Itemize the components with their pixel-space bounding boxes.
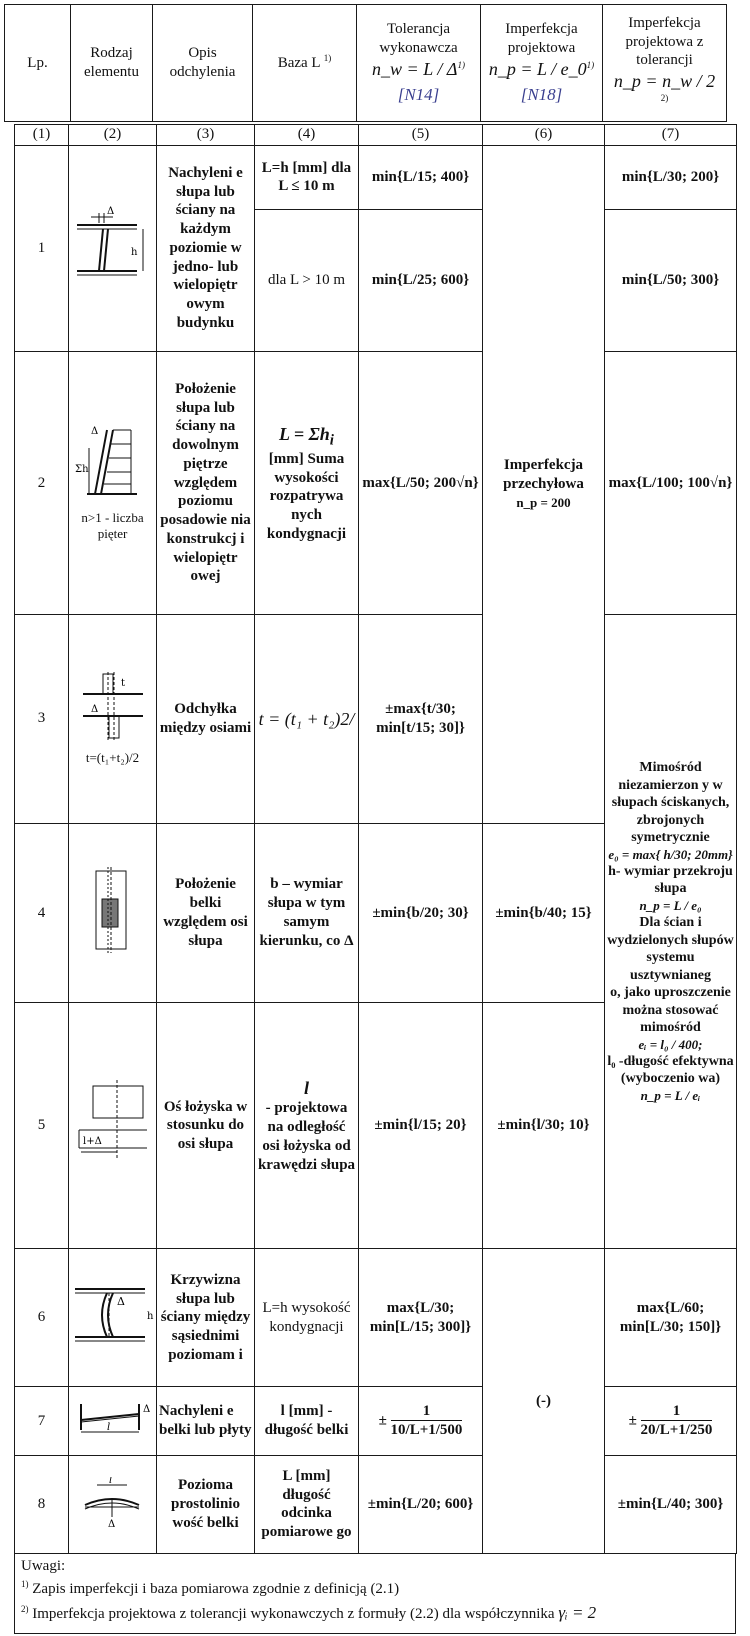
row3-figure-caption: t=(t₁+t₂)/2 <box>85 749 140 765</box>
row5-opis: Oś łożyska w stosunku do osi słupa <box>157 1003 255 1249</box>
svg-text:t: t <box>120 677 125 689</box>
row8-lp: 8 <box>15 1455 69 1553</box>
col-num-3: (3) <box>157 125 255 146</box>
table-row-8 <box>15 1455 737 1553</box>
row7-lp: 7 <box>15 1387 69 1456</box>
header-baza: Baza L $^{1)}$ <box>253 5 357 122</box>
row1-imp-tol-a: min{L/30; 200} <box>605 145 737 210</box>
row4-baza: b – wymiar słupa w tym samym kierunku, co Δ <box>255 823 359 1002</box>
row5-tol: ±min{l/15; 20} <box>359 1003 483 1249</box>
svg-text:Δ: Δ <box>107 1518 115 1527</box>
row7-figure <box>69 1387 157 1456</box>
tolerancja-ref: [N14] <box>397 85 440 105</box>
svg-text:h: h <box>130 247 137 259</box>
beam-column-figure <box>86 865 140 955</box>
row6-lp: 6 <box>15 1249 69 1387</box>
header-imp-tol: Imperfekcja projektowa z tolerancji n_p = n_w / 2 $^{2)}$ <box>603 5 727 122</box>
table-row-3 <box>15 615 737 824</box>
col-num-6: (6) <box>483 125 605 146</box>
svg-text:Δ: Δ <box>90 703 98 715</box>
imperfekcja-ref: [N18] <box>520 85 563 105</box>
bearing-axis-figure <box>73 1080 153 1166</box>
row4-tol: ±min{b/20; 30} <box>359 823 483 1002</box>
axis-offset-figure <box>73 672 153 744</box>
row8-imp-tol: ±min{L/40; 300} <box>605 1455 737 1553</box>
col-num-5: (5) <box>359 125 483 146</box>
beam-straightness-figure <box>75 1477 151 1527</box>
notes-section <box>14 1554 736 1634</box>
row5-baza: l - projektowa na odległość osi łożyska od krawędzi słupa <box>255 1003 359 1249</box>
table-row-6 <box>15 1249 737 1387</box>
row2-imp-tol: max{L/100; 100√n} <box>605 352 737 615</box>
row4-opis: Położenie belki względem osi słupa <box>157 823 255 1002</box>
header-rodzaj: Rodzaj elementu <box>71 5 153 122</box>
row1-baza-a: L=h [mm] dla L ≤ 10 m <box>255 145 359 210</box>
row2-figure <box>69 352 157 615</box>
multi-storey-figure <box>73 424 153 504</box>
imperfekcja-przechylowa-cell: Imperfekcja przechyłowa n_p = 200 <box>483 145 605 823</box>
svg-text:Δ: Δ <box>117 1294 125 1308</box>
row3-baza: t = (t₁ + t₂)2/ <box>255 615 359 824</box>
table-row-2 <box>15 352 737 615</box>
row5-lp: 5 <box>15 1003 69 1249</box>
row6-baza: L=h wysokość kondygnacji <box>255 1249 359 1387</box>
notes-title: Uwagi: <box>21 1558 66 1574</box>
col-num-2: (2) <box>69 125 157 146</box>
col-num-1: (1) <box>15 125 69 146</box>
row3-lp: 3 <box>15 615 69 824</box>
tolerancja-formula: n_w = L / Δ <box>372 58 458 79</box>
row3-opis: Odchyłka między osiami <box>157 615 255 824</box>
row5-imp-tol: ±min{l/30; 10} <box>483 1003 605 1249</box>
imperfekcja-formula: n_p = L / e_0 <box>488 58 587 79</box>
svg-text:Δ: Δ <box>142 1404 150 1416</box>
row8-figure <box>69 1455 157 1553</box>
row7-opis: Nachyleni e belki lub płyty <box>157 1387 255 1456</box>
row3-figure <box>69 615 157 824</box>
table-row-1a <box>15 145 737 210</box>
header-table <box>4 4 727 122</box>
imp-tol-formula: n_p = n_w / 2 <box>613 71 716 91</box>
note-1: $^{1)}$ Zapis imperfekcji i baza pomiarowa zgodnie z definicją (2.1) <box>21 1578 400 1597</box>
svg-text:h: h <box>147 1310 154 1322</box>
row3-tol: ±max{t/30; min[t/15; 30]} <box>359 615 483 824</box>
header-tolerancja: Tolerancja wykonawcza n_w = L / $\Delta^{1)}$ [N14] <box>357 5 481 122</box>
column-curvature-figure <box>71 1275 155 1355</box>
row8-tol: ±min{L/20; 600} <box>359 1455 483 1553</box>
svg-text:l+Δ: l+Δ <box>82 1135 102 1147</box>
row5-figure <box>69 1003 157 1249</box>
svg-text:Δ: Δ <box>90 425 98 437</box>
note-2: $^{2)}$ Imperfekcja projektowa z tolerancji wykonawczych z formuły (2.2) dla współczynnika γᵢ = 2 <box>21 1602 597 1622</box>
header-lp: Lp. <box>5 5 71 122</box>
svg-text:l: l <box>106 1422 110 1434</box>
row6-opis: Krzywizna słupa lub ściany między sąsiednimi poziomam i <box>157 1249 255 1387</box>
row6-imp-tol: max{L/60; min[L/30; 150]} <box>605 1249 737 1387</box>
row2-lp: 2 <box>15 352 69 615</box>
mimosrod-cell: Mimośród niezamierzon y w słupach ściskanych, zbrojonych symetrycznie e₀ = max{ h/30; 20mm} h- wymiar przekroju słupa n_p = L / e₀ Dla ścian i wydzielonych słupów systemu usztywnianeg o, jako uproszczenie można stosować mimośród eᵢ = l₀ / 400; l₀ -długość efektywna (wyboczenio wa) n_p = L / eᵢ <box>605 615 737 1249</box>
row7-tol: ± $\frac{1}{10/L+1/500}$ <box>359 1387 483 1456</box>
svg-text:Σh: Σh <box>74 463 89 475</box>
row4-figure <box>69 823 157 1002</box>
col-num-7: (7) <box>605 125 737 146</box>
row6-tol: max{L/30; min[L/15; 300]} <box>359 1249 483 1387</box>
row4-imp-tol: ±min{b/40; 15} <box>483 823 605 1002</box>
row2-opis: Położenie słupa lub ściany na dowolnym piętrze względem poziomu posadowie nia konstrukcj i wielopiętr owej <box>157 352 255 615</box>
main-table <box>14 124 737 1554</box>
row7-baza: l [mm] - długość belki <box>255 1387 359 1456</box>
column-tilt-figure <box>73 205 153 285</box>
header-imperfekcja: Imperfekcja projektowa n_p = L / e_0$^{1)}$ [N18] <box>481 5 603 122</box>
dash-cell: (-) <box>483 1249 605 1554</box>
row8-baza: L [mm] długość odcinka pomiarowe go <box>255 1455 359 1553</box>
table-row-7 <box>15 1387 737 1456</box>
row1-imp-tol-b: min{L/50; 300} <box>605 210 737 352</box>
header-opis: Opis odchylenia <box>153 5 253 122</box>
row1-baza-b: dla L > 10 m <box>255 210 359 352</box>
row1-tol-a: min{L/15; 400} <box>359 145 483 210</box>
row4-lp: 4 <box>15 823 69 1002</box>
row7-imp-tol: ± $\frac{1}{20/L+1/250}$ <box>605 1387 737 1456</box>
row8-opis: Pozioma prostolinio wość belki <box>157 1455 255 1553</box>
row2-tol: max{L/50; 200√n} <box>359 352 483 615</box>
row6-figure <box>69 1249 157 1387</box>
col-num-4: (4) <box>255 125 359 146</box>
column-number-row <box>15 125 737 146</box>
row1-figure <box>69 145 157 352</box>
svg-text:l: l <box>108 1476 112 1486</box>
svg-text:Δ: Δ <box>106 206 114 218</box>
beam-tilt-figure <box>73 1400 153 1436</box>
row1-tol-b: min{L/25; 600} <box>359 210 483 352</box>
row2-figure-caption: n>1 - liczba pięter <box>81 509 144 541</box>
row2-baza: $L = \Sigma h_i$ [mm] Suma wysokości rozpatrywa nych kondygnacji <box>255 352 359 615</box>
row1-opis: Nachyleni e słupa lub ściany na każdym poziomie w jedno- lub wielopiętr owym budynku <box>157 145 255 352</box>
row1-lp: 1 <box>15 145 69 352</box>
